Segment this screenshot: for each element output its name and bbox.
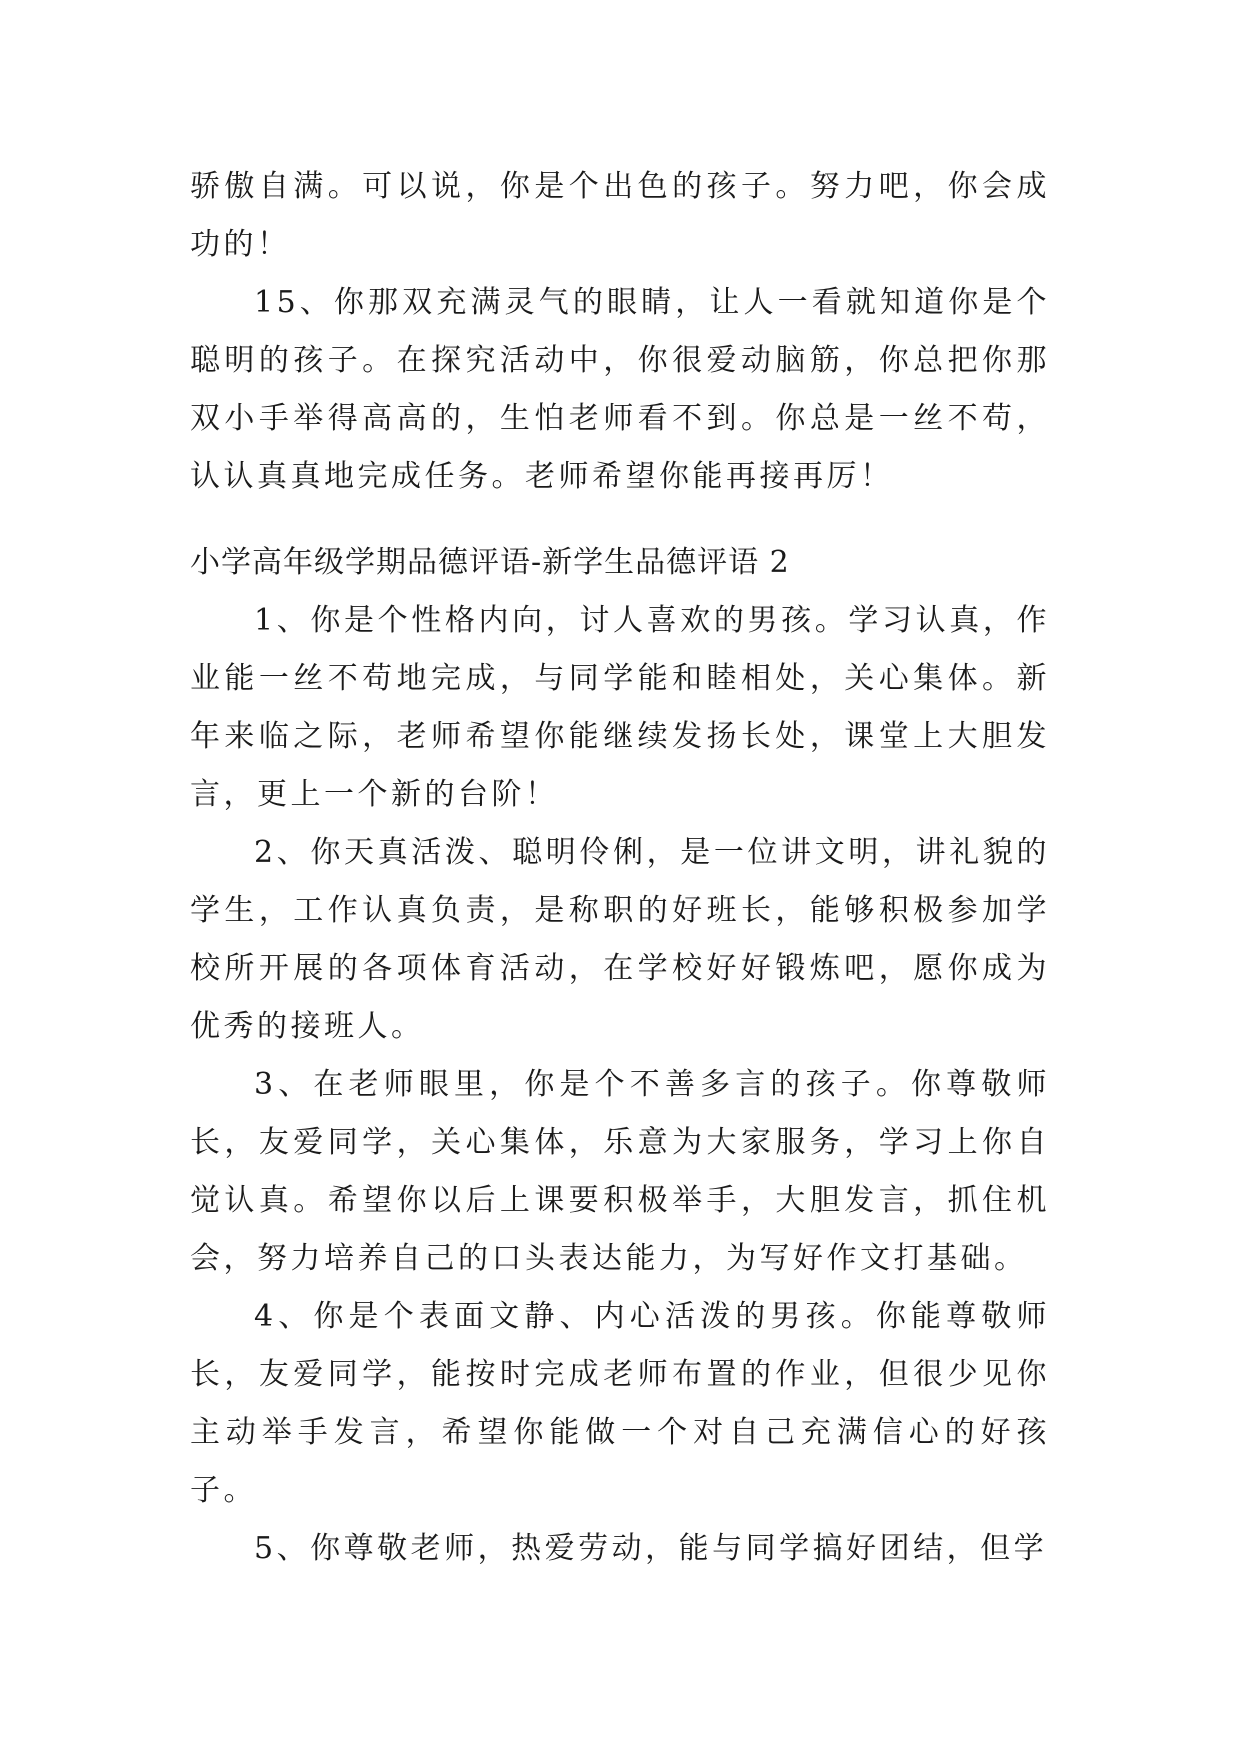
paragraph-continuation: 骄傲自满。可以说，你是个出色的孩子。努力吧，你会成功的！	[190, 169, 1050, 262]
paragraph-comment-3: 3、在老师眼里，你是个不善多言的孩子。你尊敬师长，友爱同学，关心集体，乐意为大家服务，学习上你自觉认真。希望你以后上课要积极举手，大胆发言，抓住机会，努力培养自己的口头表达能力，为写好作文打基础。	[190, 1067, 1050, 1276]
section-heading: 小学高年级学期品德评语-新学生品德评语 2	[190, 545, 790, 580]
paragraph-comment-1: 1、你是个性格内向，讨人喜欢的男孩。学习认真，作业能一丝不苟地完成，与同学能和睦相处，关心集体。新年来临之际，老师希望你能继续发扬长处，课堂上大胆发言，更上一个新的台阶！	[190, 603, 1050, 812]
document-body	[190, 158, 1050, 1578]
paragraph-comment-5: 5、你尊敬老师，热爱劳动，能与同学搞好团结，但学	[254, 1531, 1048, 1566]
paragraph-comment-15: 15、你那双充满灵气的眼睛，让人一看就知道你是个聪明的孩子。在探究活动中，你很爱动脑筋，你总把你那双小手举得高高的，生怕老师看不到。你总是一丝不苟，认认真真地完成任务。老师希望你能再接再厉！	[190, 285, 1050, 494]
paragraph-comment-4: 4、你是个表面文静、内心活泼的男孩。你能尊敬师长，友爱同学，能按时完成老师布置的作业，但很少见你主动举手发言，希望你能做一个对自己充满信心的好孩子。	[190, 1299, 1050, 1508]
paragraph-comment-2: 2、你天真活泼、聪明伶俐，是一位讲文明，讲礼貌的学生，工作认真负责，是称职的好班长，能够积极参加学校所开展的各项体育活动，在学校好好锻炼吧，愿你成为优秀的接班人。	[190, 835, 1050, 1044]
